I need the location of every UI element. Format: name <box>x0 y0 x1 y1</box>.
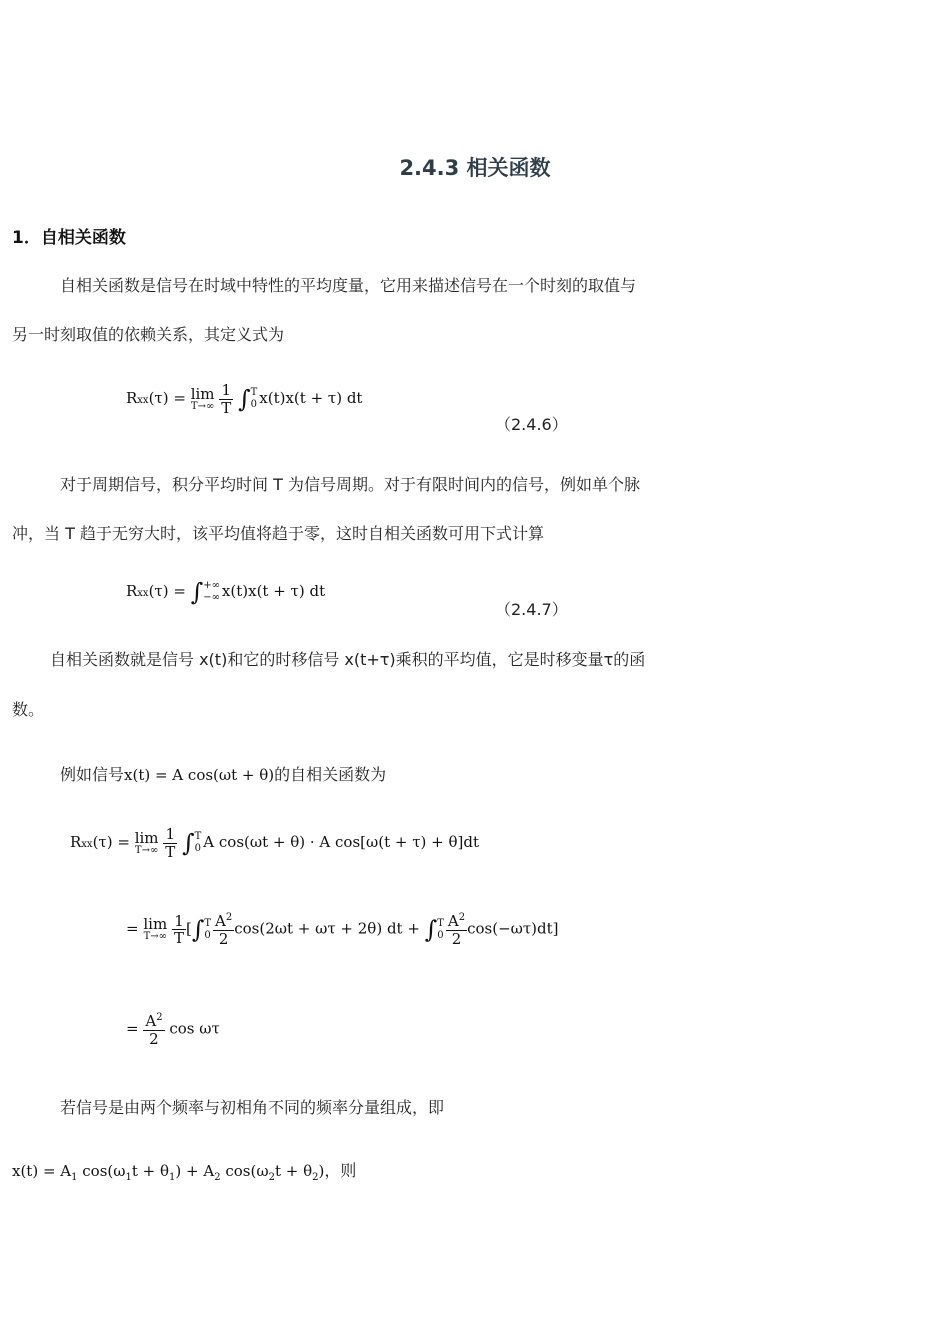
example-text-after: 的自相关函数为 <box>274 765 387 784</box>
paragraph-line: 自相关函数是信号在时域中特性的平均度量，它用来描述信号在一个时刻的取值与 <box>60 276 637 295</box>
paragraph-line: 冲，当 T 趋于无穷大时，该平均值将趋于零，这时自相关函数可用下式计算 <box>12 524 544 543</box>
derivation-step-3: = $\frac{A^2}{2}$ cos ωτ <box>126 1012 220 1048</box>
derivation-step-1: Rxx(τ) = lim T→∞ $\frac{1}{T}$ ∫ T 0 A cos(ωt + θ) · A cos[ω(t + τ) + θ]dt <box>70 825 479 861</box>
section-heading: 1．自相关函数 <box>12 228 126 248</box>
two-component-signal-line <box>12 1158 356 1183</box>
example-text-before: 例如信号 <box>60 765 125 784</box>
equation-number: （2.4.6） <box>495 415 568 434</box>
page-title: 2.4.3 相关函数 <box>399 156 551 180</box>
inline-formula: x(t) = A cos(ωt + θ) <box>124 766 275 784</box>
derivation-step-2: = lim T→∞ $\frac{1}{T}$ [∫ T 0 $\frac{A^2}{2}$ cos(2ωt + ωτ + 2θ) dt + ∫ T 0 $\frac{A^2}{2}$ cos(−ωτ)dt] <box>126 911 559 948</box>
paragraph-line: 另一时刻取值的依赖关系，其定义式为 <box>12 325 285 344</box>
paragraph-line: 对于周期信号，积分平均时间 T 为信号周期。对于有限时间内的信号，例如单个脉 <box>60 475 640 494</box>
paragraph-line: 若信号是由两个频率与初相角不同的频率分量组成，即 <box>60 1098 445 1117</box>
equation-number: （2.4.7） <box>495 600 568 619</box>
paragraph-line: 数。 <box>12 700 45 719</box>
inline-formula: $x(t) = A_1$ $\cos(\omega_1t + \theta_1) + A_2$ $\cos(\omega_2t + \theta_2)$ <box>12 1162 325 1183</box>
equation-2-4-6: Rxx(τ) = lim T→∞ $\frac{1}{T}$ ∫ T 0 x(t)x(t + τ) dt <box>126 381 363 417</box>
tail-text: ，则 <box>324 1161 357 1180</box>
example-line <box>60 762 386 785</box>
equation-2-4-7: Rxx(τ) = ∫ +∞ −∞ x(t)x(t + τ) dt <box>126 578 326 606</box>
paragraph-line: 自相关函数就是信号 x(t)和它的时移信号 x(t+τ)乘积的平均值，它是时移变量τ的函 <box>50 650 646 669</box>
